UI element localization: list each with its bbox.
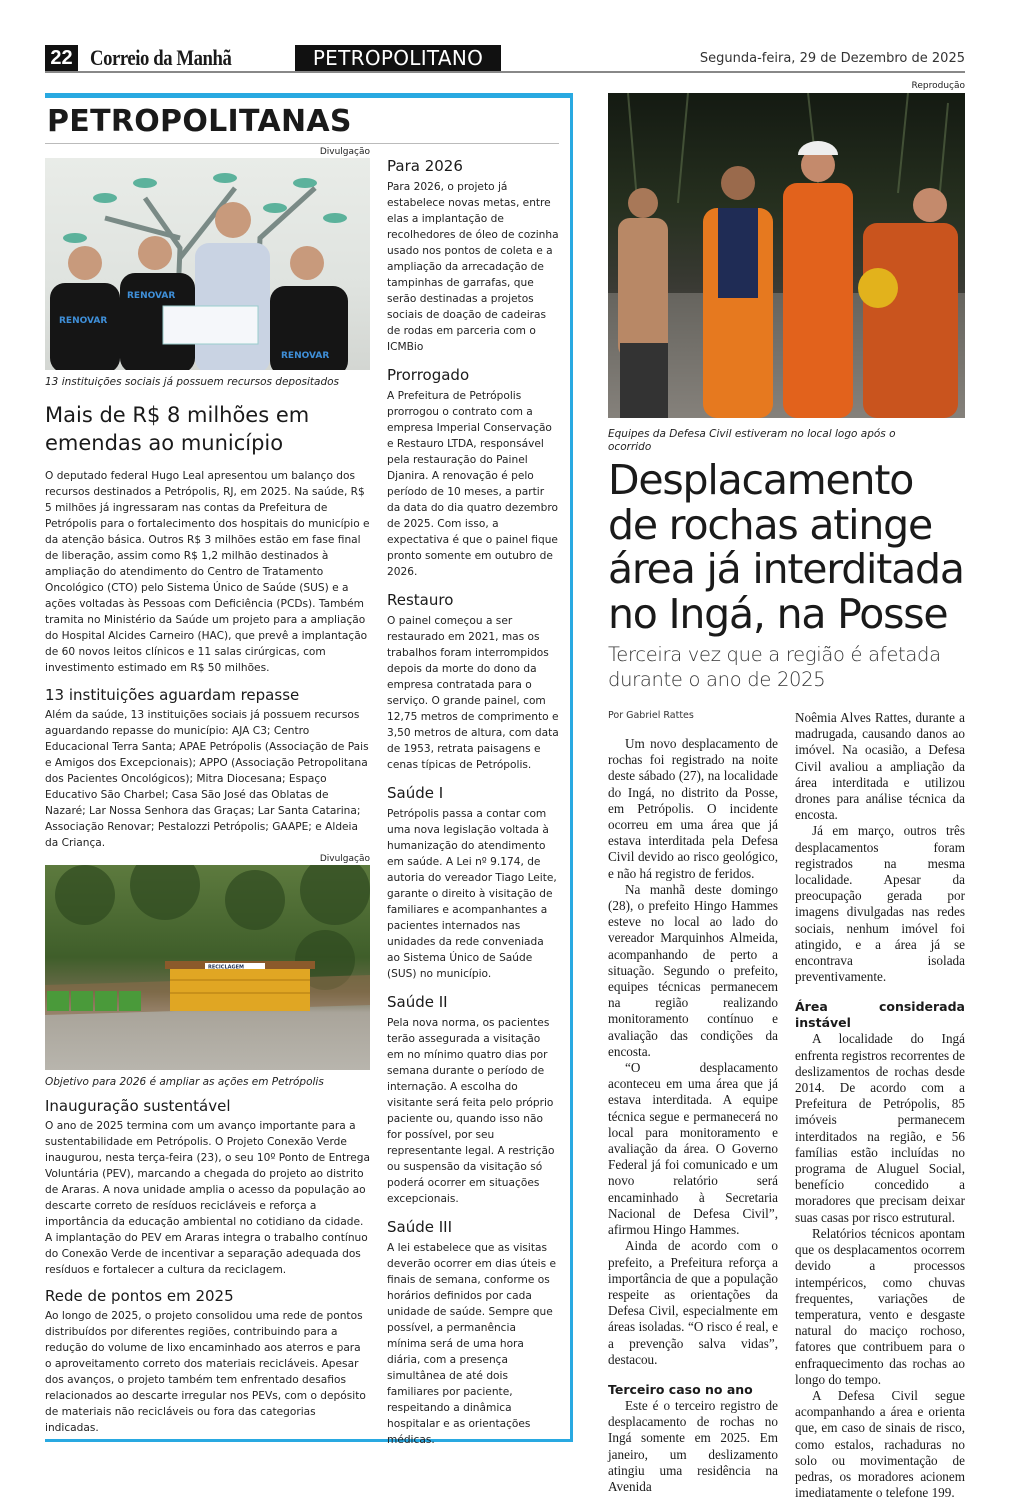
note-body: A Prefeitura de Petrópolis prorrogou o contrato com a empresa Imperial Conservação e Restauro LTDA, responsável pela restauração do Painel Djanira. A renovação é pelo período de 10 meses, a partir da data do dia quatro dezembro de 2025. Com isso, a expectativa é que o painel fique pronto somente em outubro de 2026.	[387, 390, 558, 578]
story-columns	[608, 710, 968, 1501]
renovar-group-photo	[45, 158, 370, 370]
photo-caption: Equipes da Defesa Civil estiveram no local logo após o ocorrido	[608, 428, 896, 453]
note-heading: Para 2026	[387, 157, 463, 175]
civil-defense-team-photo	[608, 93, 965, 418]
story-subheading: Área considerada instável	[795, 999, 965, 1031]
note-body: O painel começou a ser restaurado em 2021, mas os trabalhos foram interrompidos depois da morte do dono da empresa contratada para o serviço. O grande painel, com 12,75 metros de comprimento e 3,50 metros de altura, com data de 1953, retrata paisagens e cenas típicas de Petrópolis.	[387, 615, 559, 771]
photo-credit: Divulgação	[319, 854, 370, 864]
note-heading: Restauro	[387, 591, 454, 609]
paragraph: Relatórios técnicos apontam que os desplacamentos ocorrem devido a processos intempéricos, como chuvas frequentes, variações de temperatura, vento e desgaste natural do maciço rochoso, fatores que contribuem para o enfraquecimento das rochas ao longo do tempo.	[795, 1225, 965, 1387]
photo-credit: Reprodução	[911, 81, 965, 91]
newspaper-masthead: Correio da Manhã	[90, 45, 232, 70]
section-body: Além da saúde, 13 instituições sociais já possuem recursos aguardando repasse do município: AJA C3; Centro Educacional Terra Santa; APAE Petrópolis (Associação de Pais e Amigos dos Excepcionais); APPO (Associação Petropolitana dos Pacientes Oncológicos); Mitra Diocesana; Espaço Educativo São Charbel; Casa São José das Oblatas de Nazaré; Lar Nossa Senhora das Graças; Lar Santa Catarina; Associação Renovar; Pestalozzi Petrópolis; GAAPE; e Aldeia da Criança.	[45, 709, 369, 849]
page-number: 22	[45, 45, 78, 71]
paragraph: “O desplacamento aconteceu em uma área que já estava interditada. A equipe técnica segue e permanecerá no local para monitoramento e avaliação da área. O Governo Federal já foi comunicado e um novo relatório será encaminhado à Secretaria Nacional de Defesa Civil”, afirmou Hingo Hammes.	[608, 1060, 778, 1238]
article-intro: O deputado federal Hugo Leal apresentou um balanço dos recursos destinados a Petrópolis, RJ, em 2025. Na saúde, R$ 5 milhões já ingressaram nas contas da Prefeitura de Petrópolis para o fortalecimento dos hospitais do município e da atenção básica. Outros R$ 3 milhões estão em fase final de liberação, assim como R$ 1,2 milhão destinados à ampliação do atendimento do Centro de Tratamento Oncológico (CTO) pelo Sistema Único de Saúde (SUS) e a ações voltadas às Pessoas com Deficiência (PCDs). Também tramita no Ministério da Saúde um projeto para a ampliação do Hospital Alcides Carneiro (HAC), que prevê a implantação de 60 novos leitos clínicos e 11 salas cirúrgicas, com investimento estimado em R$ 50 milhões.	[45, 470, 370, 674]
paragraph: Ainda de acordo com o prefeito, a Prefeitura reforça a importância de que a população respeite as orientações da Defesa Civil, especialmente em áreas isoladas. “O risco é real, e a prevenção salva vidas”, destacou.	[608, 1238, 778, 1367]
story-subheading: Terceiro caso no ano	[608, 1381, 753, 1397]
note-body: Para 2026, o projeto já estabelece novas metas, entre elas a implantação de recolhedores de óleo de cozinha usado nos pontos de coleta e a ampliação da arrecadação de tampinhas de garrafas, que serão destinadas a projetos sociais de doação de cadeiras de rodas em parceria com o ICMBio	[387, 181, 559, 353]
section-heading: 13 instituições aguardam repasse	[45, 686, 300, 704]
note-block	[387, 591, 559, 773]
section-body: O ano de 2025 termina com um avanço importante para a sustentabilidade em Petrópolis. O Projeto Conexão Verde inaugurou, nesta terça-feira (23), o seu 10º Ponto de Entrega Voluntária (PEV), marcando a chegada do projeto ao distrito de Araras. A nova unidade amplia o acesso da população ao descarte correto de resíduos recicláveis e reforça a importância da educação ambiental no cotidiano da cidade. A implantação do PEV em Araras integra o trabalho contínuo do Conexão Verde de incentivar a separação adequada dos resíduos e fortalecer a cultura da reciclagem.	[45, 1120, 370, 1276]
note-body: Petrópolis passa a contar com uma nova legislação voltada à humanização do atendimento em saúde. A Lei nº 9.174, de autoria do vereador Tiago Leite, garante o direito à visitação de familiares e acompanhantes a pacientes internados nas unidades da rede conveniada ao Sistema Único de Saúde (SUS) no município.	[387, 808, 557, 980]
notes-column	[387, 157, 559, 1448]
shirt-logo-text: RENOVAR	[127, 291, 176, 301]
shirt-logo-text: RENOVAR	[281, 351, 330, 361]
paragraph: Noêmia Alves Rattes, durante a madrugada, causando danos ao imóvel. Na ocasião, a Defesa Civil avaliou a ampliação da área interditada e utilizou drones para análise técnica da encosta.	[795, 710, 965, 823]
paragraph: Na manhã deste domingo (28), o prefeito Hingo Hammes esteve no local ao lado do vereador Marquinhos Almeida, acompanhando de perto a situação. Segundo o prefeito, equipes técnicas permanecem na região realizando monitoramento contínuo e avaliação das condições da encosta.	[608, 881, 778, 1059]
note-block	[387, 993, 559, 1207]
paragraph: Um novo desplacamento de rochas foi registrado na noite deste sábado (27), na localidade do Ingá, no distrito da Posse, em Petrópolis. O incidente ocorreu em uma área que já estava interditada pela Defesa Civil devido ao risco geológico, e não há registro de feridos.	[608, 736, 778, 881]
photo-caption: 13 instituições sociais já possuem recursos depositados	[45, 376, 340, 388]
paragraph: A Defesa Civil segue acompanhando a área e orienta que, em caso de sinais de risco, como estalos, rachaduras no solo ou movimentação de pedras, os moradores acionem imediatamente o telefone 199.	[795, 1387, 965, 1501]
note-body: Pela nova norma, os pacientes terão assegurada a visitação em no mínimo quatro dias por semana durante o período de internação. A escolha do visitante será feita pelo próprio paciente ou, quando isso não for possível, por seu representante legal. A restrição ou suspensão da visitação só poderá ocorrer em situações excepcionais.	[387, 1017, 555, 1205]
recycling-point-photo	[45, 865, 370, 1070]
photo-caption: Objetivo para 2026 é ampliar as ações em Petrópolis	[45, 1076, 324, 1088]
main-subheadline: Terceira vez que a região é afetada durante o ano de 2025	[608, 643, 941, 691]
note-heading: Saúde I	[387, 784, 444, 802]
main-column	[45, 147, 370, 1436]
issue-date: Segunda-feira, 29 de Dezembro de 2025	[699, 51, 965, 66]
section-heading: Inauguração sustentável	[45, 1097, 231, 1115]
note-block	[387, 1218, 559, 1448]
note-block	[387, 366, 559, 580]
main-story	[608, 458, 968, 1501]
story-column-1	[608, 710, 778, 1495]
story-column-2	[795, 710, 965, 1501]
header-divider	[45, 71, 965, 73]
note-heading: Prorrogado	[387, 366, 470, 384]
note-heading: Saúde III	[387, 1218, 453, 1236]
photo-credit: Divulgação	[319, 147, 370, 157]
box-title: PETROPOLITANAS	[47, 104, 352, 139]
section-heading: Rede de pontos em 2025	[45, 1287, 234, 1305]
byline: Por Gabriel Rattes	[608, 710, 694, 721]
note-block	[387, 784, 559, 982]
paragraph: Já em março, outros três desplacamentos foram registrados na mesma localidade. Apesar da preocupação gerada por imagens divulgadas nas redes sociais, nenhum imóvel foi atingido, e a área já se encontrava isolada preventivamente.	[795, 823, 965, 985]
paragraph: A localidade do Ingá enfrenta registros recorrentes de deslizamentos de rochas desde 2014. De acordo com a Prefeitura de Petrópolis, 85 imóveis permanecem interditados na região, e 56 famílias estão incluídas no programa de Aluguel Social, benefício concedido a moradores que precisam deixar suas casas por risco estrutural.	[795, 1031, 965, 1225]
main-headline: Desplacamento de rochas atinge área já interditada no Ingá, na Posse	[608, 456, 964, 638]
title-divider	[45, 143, 559, 144]
note-body: A lei estabelece que as visitas deverão ocorrer em dias úteis e finais de semana, conforme os horários definidos por cada unidade de saúde. Sempre que possível, a permanência mínima será de uma hora diária, com a presença simultânea de até dois familiares por paciente, respeitando a dinâmica hospitalar e as orientações médicas.	[387, 1242, 557, 1446]
shirt-logo-text: RENOVAR	[59, 316, 108, 326]
paragraph: Este é o terceiro registro de desplacamento de rochas no Ingá somente em 2025. Em janeiro, um deslizamento atingiu uma residência na Avenida	[608, 1397, 778, 1494]
note-heading: Saúde II	[387, 993, 448, 1011]
article-headline: Mais de R$ 8 milhões em emendas ao município	[45, 403, 310, 455]
recycling-sign-text: RECICLAGEM	[208, 964, 245, 971]
note-block	[387, 157, 559, 355]
section-body: Ao longo de 2025, o projeto consolidou uma rede de pontos distribuídos por diferentes regiões, contribuindo para a redução do volume de lixo encaminhado aos aterros e para o aproveitamento correto dos materiais recicláveis. Apesar dos avanços, o projeto também tem enfrentado desafios relacionados ao descarte irregular nos PEVs, com o depósito de materiais não recicláveis ou fora das categorias indicadas.	[45, 1310, 366, 1434]
section-label: PETROPOLITANO	[295, 45, 501, 71]
